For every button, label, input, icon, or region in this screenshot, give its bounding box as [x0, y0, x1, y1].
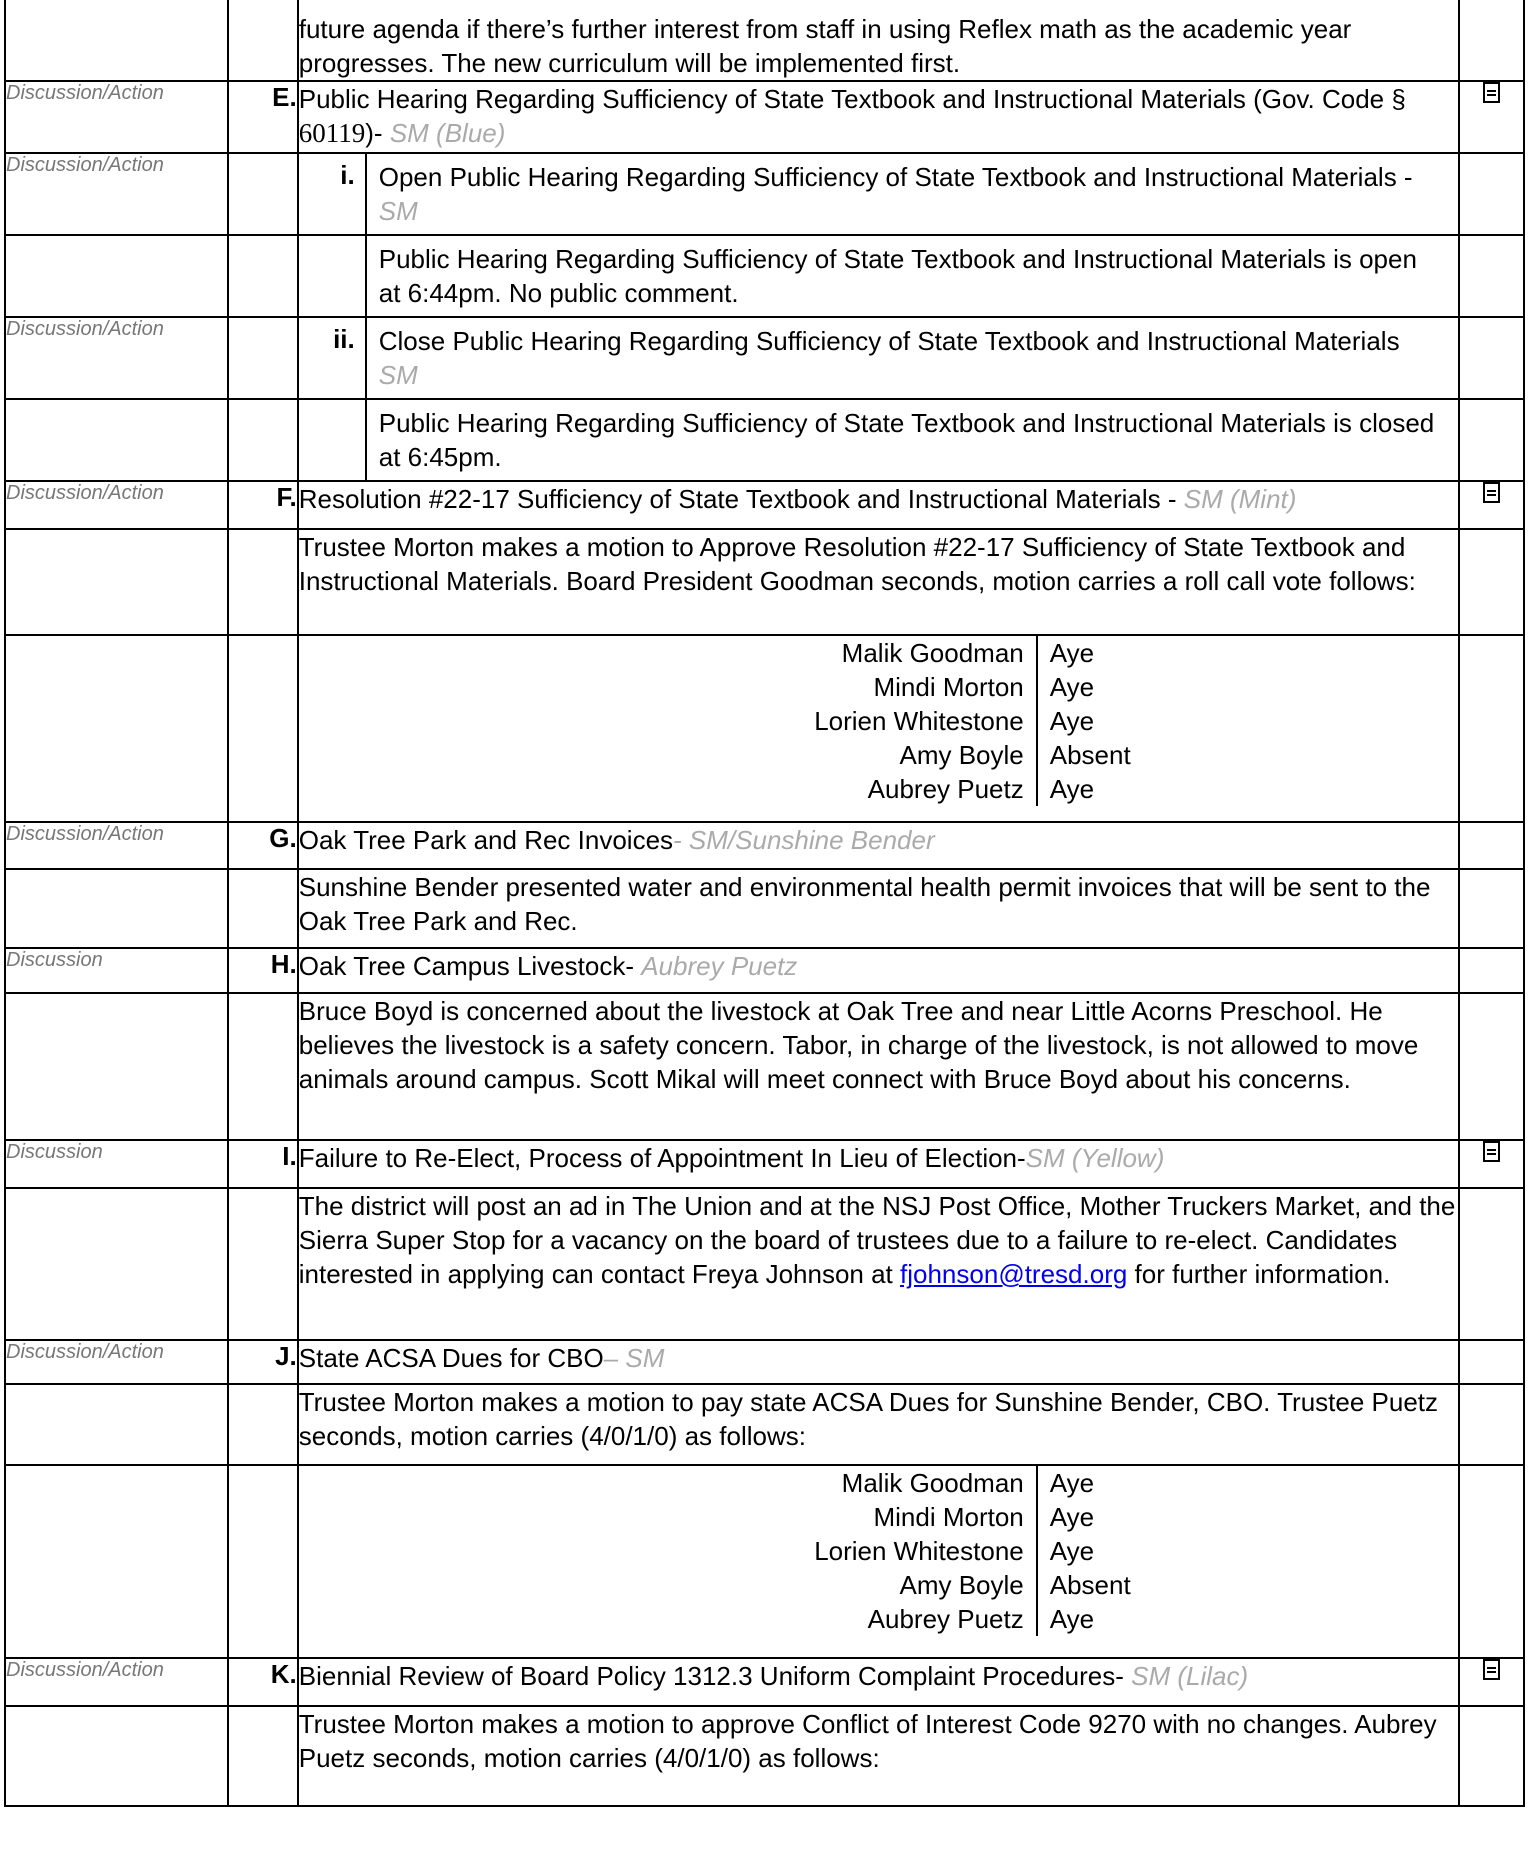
vote-row: [574, 772, 1170, 806]
agenda-row-continuation: [5, 0, 1524, 81]
icon-cell: [1459, 529, 1524, 635]
trustee-name: Mindi Morton: [873, 672, 1024, 702]
item-type: Discussion/Action: [5, 81, 228, 153]
agenda-subitem-eii: [5, 317, 1524, 399]
item-letter: G.: [228, 822, 298, 869]
trustee-name: Amy Boyle: [899, 1570, 1024, 1600]
item-title-text: Public Hearing Regarding Sufficiency of State Textbook and Instructional Materials (Gov. Code §: [298, 84, 1406, 114]
item-letter: F.: [228, 481, 298, 529]
type-cell: [5, 235, 228, 317]
letter-cell: [228, 1706, 298, 1806]
vote-row: [574, 704, 1170, 738]
item-title: [298, 481, 1459, 529]
item-note-end: for further information.: [1134, 1259, 1391, 1289]
item-note: Trustee Morton makes a motion to approve Conflict of Interest Code 9270 with no changes. Aubrey Puetz seconds, motion carries (4/0/1/0) as follows:: [298, 1706, 1459, 1806]
item-presenter: - SM/Sunshine Bender: [673, 825, 935, 855]
letter-cell: [228, 0, 298, 81]
icon-cell: [1459, 1384, 1524, 1465]
item-title: [298, 1340, 1459, 1384]
item-title: [298, 948, 1459, 993]
item-type: Discussion/Action: [5, 1658, 228, 1706]
trustee-name: Mindi Morton: [873, 1502, 1024, 1532]
subitem-title-text: Open Public Hearing Regarding Sufficiency of State Textbook and Instructional Materials -: [378, 162, 1413, 192]
agenda-item-g-note: [5, 869, 1524, 948]
icon-cell: [1459, 153, 1524, 235]
nested-note: [299, 400, 1458, 480]
agenda-item-i-note: [5, 1188, 1524, 1340]
subitem-note-cell: [298, 235, 1459, 317]
item-note: [298, 1188, 1459, 1340]
letter-cell: [228, 399, 298, 481]
gov-code-number: 60119: [298, 118, 366, 148]
item-letter: I.: [228, 1140, 298, 1188]
roll-call-table: [574, 1466, 1170, 1636]
subitem-note: Public Hearing Regarding Sufficiency of State Textbook and Instructional Materials is open at 6:44pm. No public comment.: [378, 244, 1417, 308]
type-cell: [5, 529, 228, 635]
subitem-note-cell: [298, 399, 1459, 481]
icon-cell: [1459, 993, 1524, 1140]
email-link[interactable]: fjohnson@tresd.org: [900, 1259, 1128, 1289]
subitem-title: [366, 318, 1458, 398]
item-title-text: Oak Tree Campus Livestock-: [298, 951, 634, 981]
letter-cell: [228, 317, 298, 399]
subitem-number: ii.: [299, 318, 366, 398]
roll-call-table: [574, 636, 1170, 806]
type-cell: [5, 399, 228, 481]
subitem-number-blank: [299, 400, 366, 480]
item-title-text: Resolution #22-17 Sufficiency of State Textbook and Instructional Materials -: [298, 484, 1177, 514]
letter-cell: [228, 235, 298, 317]
type-cell: [5, 1188, 228, 1340]
vote-row: [574, 636, 1170, 670]
vote-row: [574, 1466, 1170, 1500]
letter-cell: [228, 153, 298, 235]
trustee-vote: Aye: [1037, 1602, 1170, 1636]
item-type: Discussion: [5, 1140, 228, 1188]
trustee-name: Malik Goodman: [841, 1468, 1024, 1498]
item-presenter: SM (Lilac): [1131, 1661, 1249, 1691]
agenda-item-g: [5, 822, 1524, 869]
subitem-cell: [298, 153, 1459, 235]
item-note-text: The district will post an ad in The Union and at the NSJ Post Office, Mother Truckers Market, and the Sierra Super Stop for a vacancy on the board of trustees due to a failure to re-elect. Candidates interested in applying can contact Freya Johnson at: [298, 1191, 1456, 1289]
document-icon[interactable]: [1483, 82, 1500, 103]
item-title: [298, 81, 1459, 153]
vote-row: [574, 1500, 1170, 1534]
item-type: Discussion: [5, 948, 228, 993]
subitem-presenter: SM: [378, 360, 418, 390]
trustee-name: Malik Goodman: [841, 638, 1024, 668]
type-cell: [5, 1384, 228, 1465]
icon-cell: [1459, 1188, 1524, 1340]
agenda-item-f-note: [5, 529, 1524, 635]
agenda-item-f: [5, 481, 1524, 529]
item-title: [298, 1658, 1459, 1706]
vote-row: [574, 738, 1170, 772]
icon-cell: [1459, 822, 1524, 869]
type-cell: [5, 993, 228, 1140]
attachment-cell: [1459, 481, 1524, 529]
vote-row: [574, 670, 1170, 704]
item-type: Discussion/Action: [5, 1340, 228, 1384]
agenda-subitem-ei-note: [5, 235, 1524, 317]
subitem-presenter: SM: [378, 196, 418, 226]
trustee-name: Lorien Whitestone: [814, 1536, 1024, 1566]
trustee-vote: Aye: [1037, 704, 1170, 738]
trustee-vote: Aye: [1037, 1500, 1170, 1534]
icon-cell: [1459, 869, 1524, 948]
type-cell: [5, 0, 228, 81]
document-icon[interactable]: [1483, 1141, 1500, 1162]
nested-subitem: [299, 154, 1458, 234]
trustee-vote: Aye: [1037, 1466, 1170, 1500]
agenda-item-k: [5, 1658, 1524, 1706]
letter-cell: [228, 869, 298, 948]
item-title-text: Failure to Re-Elect, Process of Appointment In Lieu of Election-: [298, 1143, 1026, 1173]
item-presenter: Aubrey Puetz: [641, 951, 798, 981]
letter-cell: [228, 993, 298, 1140]
agenda-item-j: [5, 1340, 1524, 1384]
item-presenter: – SM: [603, 1343, 665, 1373]
nested-subitem: [299, 318, 1458, 398]
item-note: Trustee Morton makes a motion to Approve Resolution #22-17 Sufficiency of State Textbook and Instructional Materials. Board President Goodman seconds, motion carries a roll call vote follows:: [298, 529, 1459, 635]
roll-call-cell: [298, 635, 1459, 822]
agenda-item-h: [5, 948, 1524, 993]
item-title-text: State ACSA Dues for CBO: [298, 1343, 604, 1373]
item-title: [298, 1140, 1459, 1188]
subitem-title-text: Close Public Hearing Regarding Sufficiency of State Textbook and Instructional Materials: [378, 326, 1400, 356]
item-letter: E.: [228, 81, 298, 153]
letter-cell: [228, 1465, 298, 1658]
icon-cell: [1459, 399, 1524, 481]
trustee-vote: Absent: [1037, 1568, 1170, 1602]
agenda-subitem-ei: [5, 153, 1524, 235]
item-presenter: SM (Mint): [1183, 484, 1297, 514]
nested-note: [299, 236, 1458, 316]
item-letter: J.: [228, 1340, 298, 1384]
agenda-item-j-votes: [5, 1465, 1524, 1658]
trustee-name: Aubrey Puetz: [867, 1604, 1024, 1634]
trustee-vote: Aye: [1037, 670, 1170, 704]
trustee-vote: Aye: [1037, 636, 1170, 670]
type-cell: [5, 1465, 228, 1658]
trustee-vote: Aye: [1037, 1534, 1170, 1568]
document-icon[interactable]: [1483, 1659, 1500, 1680]
attachment-cell: [1459, 1658, 1524, 1706]
subitem-title: [366, 154, 1458, 234]
trustee-name: Amy Boyle: [899, 740, 1024, 770]
icon-cell: [1459, 1706, 1524, 1806]
item-title-end: )-: [365, 118, 383, 148]
item-type: Discussion/Action: [5, 822, 228, 869]
item-note: Sunshine Bender presented water and environmental health permit invoices that will be sent to the Oak Tree Park and Rec.: [298, 869, 1459, 948]
letter-cell: [228, 635, 298, 822]
item-note: Bruce Boyd is concerned about the livestock at Oak Tree and near Little Acorns Preschool. He believes the livestock is a safety concern. Tabor, in charge of the livestock, is not allowed to move animals around campus. Scott Mikal will meet connect with Bruce Boyd about his concerns.: [298, 993, 1459, 1140]
trustee-vote: Absent: [1037, 738, 1170, 772]
subitem-number: i.: [299, 154, 366, 234]
subitem-cell: [298, 317, 1459, 399]
letter-cell: [228, 1188, 298, 1340]
subitem-note: Public Hearing Regarding Sufficiency of State Textbook and Instructional Materials is closed at 6:45pm.: [378, 408, 1435, 472]
letter-cell: [228, 1384, 298, 1465]
agenda-item-e: [5, 81, 1524, 153]
icon-cell: [1459, 235, 1524, 317]
subitem-number-blank: [299, 236, 366, 316]
item-presenter: SM (Blue): [389, 118, 506, 148]
type-cell: [5, 869, 228, 948]
item-title-text: Biennial Review of Board Policy 1312.3 Uniform Complaint Procedures-: [298, 1661, 1124, 1691]
agenda-item-h-note: [5, 993, 1524, 1140]
item-letter: H.: [228, 948, 298, 993]
roll-call-cell: [298, 1465, 1459, 1658]
agenda-table: [4, 0, 1525, 1807]
letter-cell: [228, 529, 298, 635]
agenda-item-f-votes: [5, 635, 1524, 822]
attachment-cell: [1459, 1140, 1524, 1188]
trustee-name: Lorien Whitestone: [814, 706, 1024, 736]
trustee-vote: Aye: [1037, 772, 1170, 806]
trustee-name: Aubrey Puetz: [867, 774, 1024, 804]
item-letter: K.: [228, 1658, 298, 1706]
vote-row: [574, 1568, 1170, 1602]
item-type: Discussion/Action: [5, 481, 228, 529]
vote-row: [574, 1602, 1170, 1636]
vote-row: [574, 1534, 1170, 1568]
continuation-text: future agenda if there’s further interest from staff in using Reflex math as the academic year progresses. The new curriculum will be implemented first.: [298, 0, 1459, 81]
document-icon[interactable]: [1483, 482, 1500, 503]
item-title: [298, 822, 1459, 869]
icon-cell: [1459, 635, 1524, 822]
type-cell: [5, 635, 228, 822]
icon-cell: [1459, 317, 1524, 399]
type-cell: [5, 1706, 228, 1806]
agenda-subitem-eii-note: [5, 399, 1524, 481]
agenda-item-k-note: [5, 1706, 1524, 1806]
attachment-cell: [1459, 81, 1524, 153]
item-type: Discussion/Action: [5, 317, 228, 399]
agenda-item-j-note: [5, 1384, 1524, 1465]
icon-cell: [1459, 0, 1524, 81]
item-title-text: Oak Tree Park and Rec Invoices: [298, 825, 674, 855]
icon-cell: [1459, 1340, 1524, 1384]
item-type: Discussion/Action: [5, 153, 228, 235]
item-presenter: SM (Yellow): [1025, 1143, 1165, 1173]
icon-cell: [1459, 1465, 1524, 1658]
item-note: Trustee Morton makes a motion to pay state ACSA Dues for Sunshine Bender, CBO. Trustee Puetz seconds, motion carries (4/0/1/0) as follows:: [298, 1384, 1459, 1465]
agenda-item-i: [5, 1140, 1524, 1188]
icon-cell: [1459, 948, 1524, 993]
